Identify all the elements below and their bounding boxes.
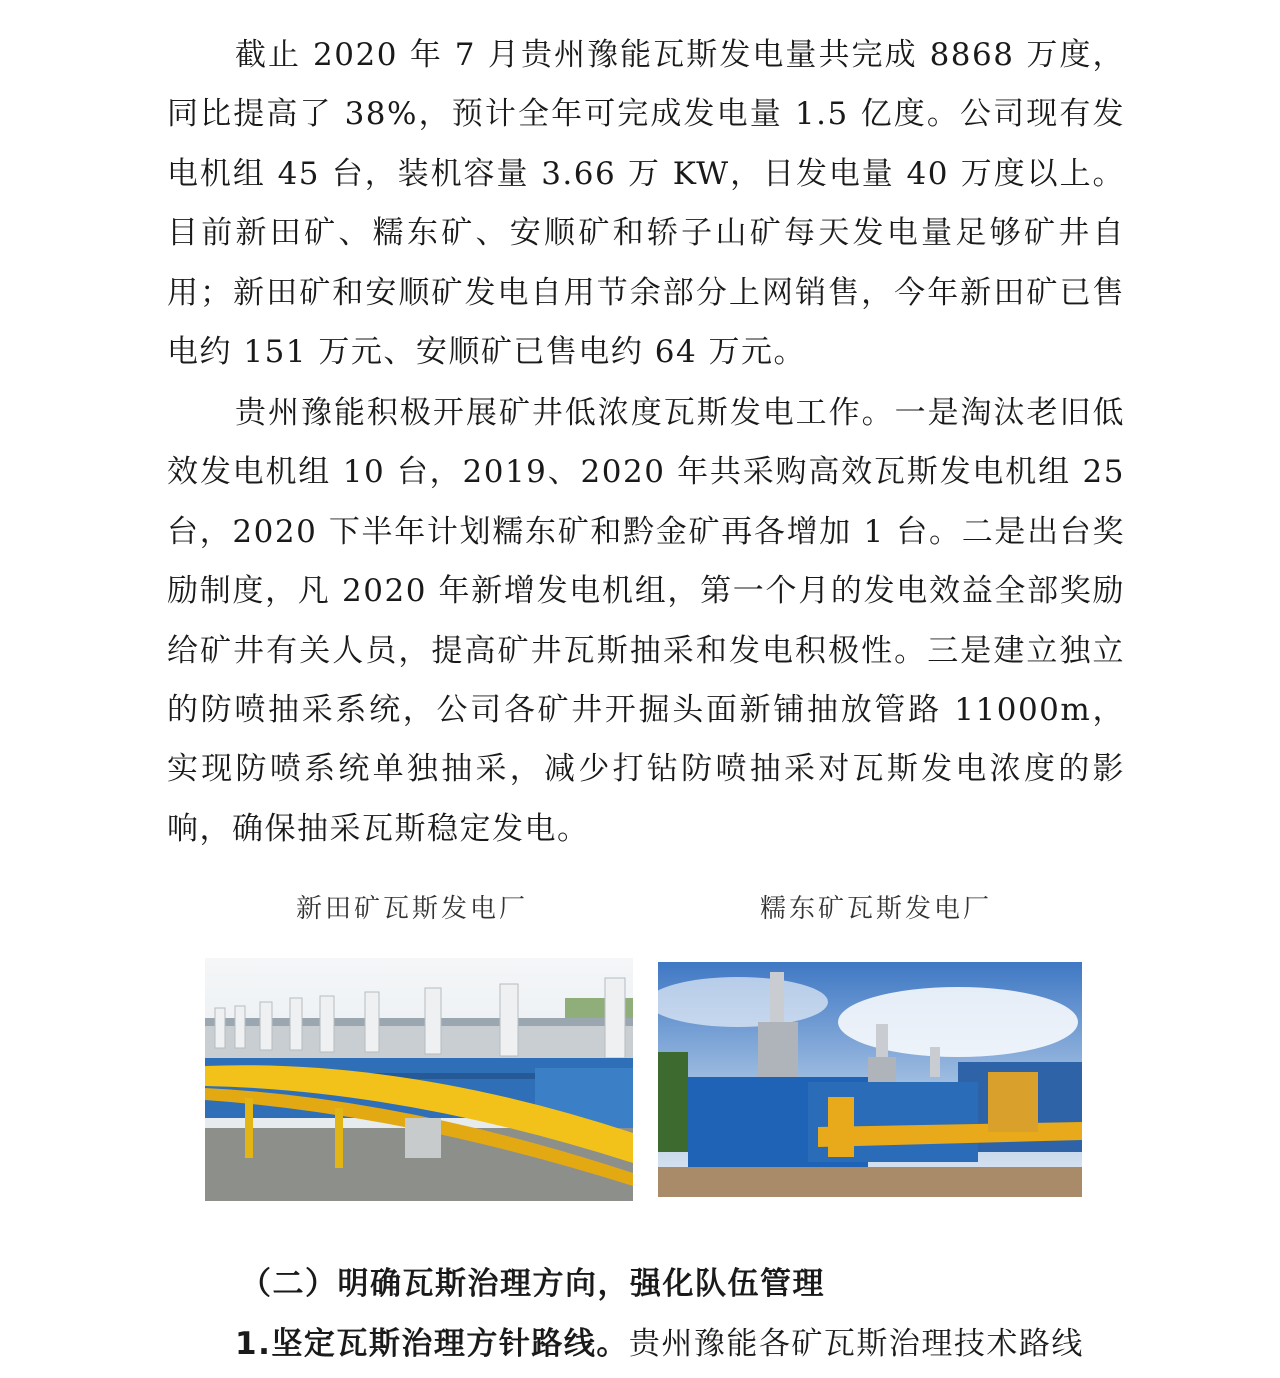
item-1-text: 贵州豫能各矿瓦斯治理技术路线 [628,1326,1084,1362]
item-1-title: 1.坚定瓦斯治理方针路线。 [235,1326,629,1362]
figure-caption-xintian: 新田矿瓦斯发电厂 [296,894,529,924]
section-heading: （二）明确瓦斯治理方向，强化队伍管理 [240,1266,825,1302]
paragraph-power-generation: 截止 2020 年 7 月贵州豫能瓦斯发电量共完成 8868 万度，同比提高了 38%，预计全年可完成发电量 1.5 亿度。公司现有发电机组 45 台，装机容量 3.66 万 KW，日发电量 40 万度以上。目前新田矿、糯东矿、安顺矿和轿子山矿每天发电量足够矿井自用；新田矿和安顺矿发电自用节余部分上网销售，今年新田矿已售电约 151 万元、安顺矿已售电约 64 万元。 [167,37,1125,371]
figure-caption-nuodong: 糯东矿瓦斯发电厂 [760,894,993,924]
nuodong-power-plant-photo [658,962,1082,1197]
xintian-power-plant-photo [205,958,633,1201]
paragraph-low-concentration-work: 贵州豫能积极开展矿井低浓度瓦斯发电工作。一是淘汰老旧低效发电机组 10 台，2019、2020 年共采购高效瓦斯发电机组 25 台，2020 下半年计划糯东矿和黔金矿再各增加 1 台。二是出台奖励制度，凡 2020 年新增发电机组，第一个月的发电效益全部奖励给矿井有关人员，提高矿井瓦斯抽采和发电积极性。三是建立独立的防喷抽采系统，公司各矿井开掘头面新铺抽放管路 11000m，实现防喷系统单独抽采，减少打钻防喷抽采对瓦斯发电浓度的影响，确保抽采瓦斯稳定发电。 [167,395,1125,847]
item-1 [235,1318,1135,1363]
